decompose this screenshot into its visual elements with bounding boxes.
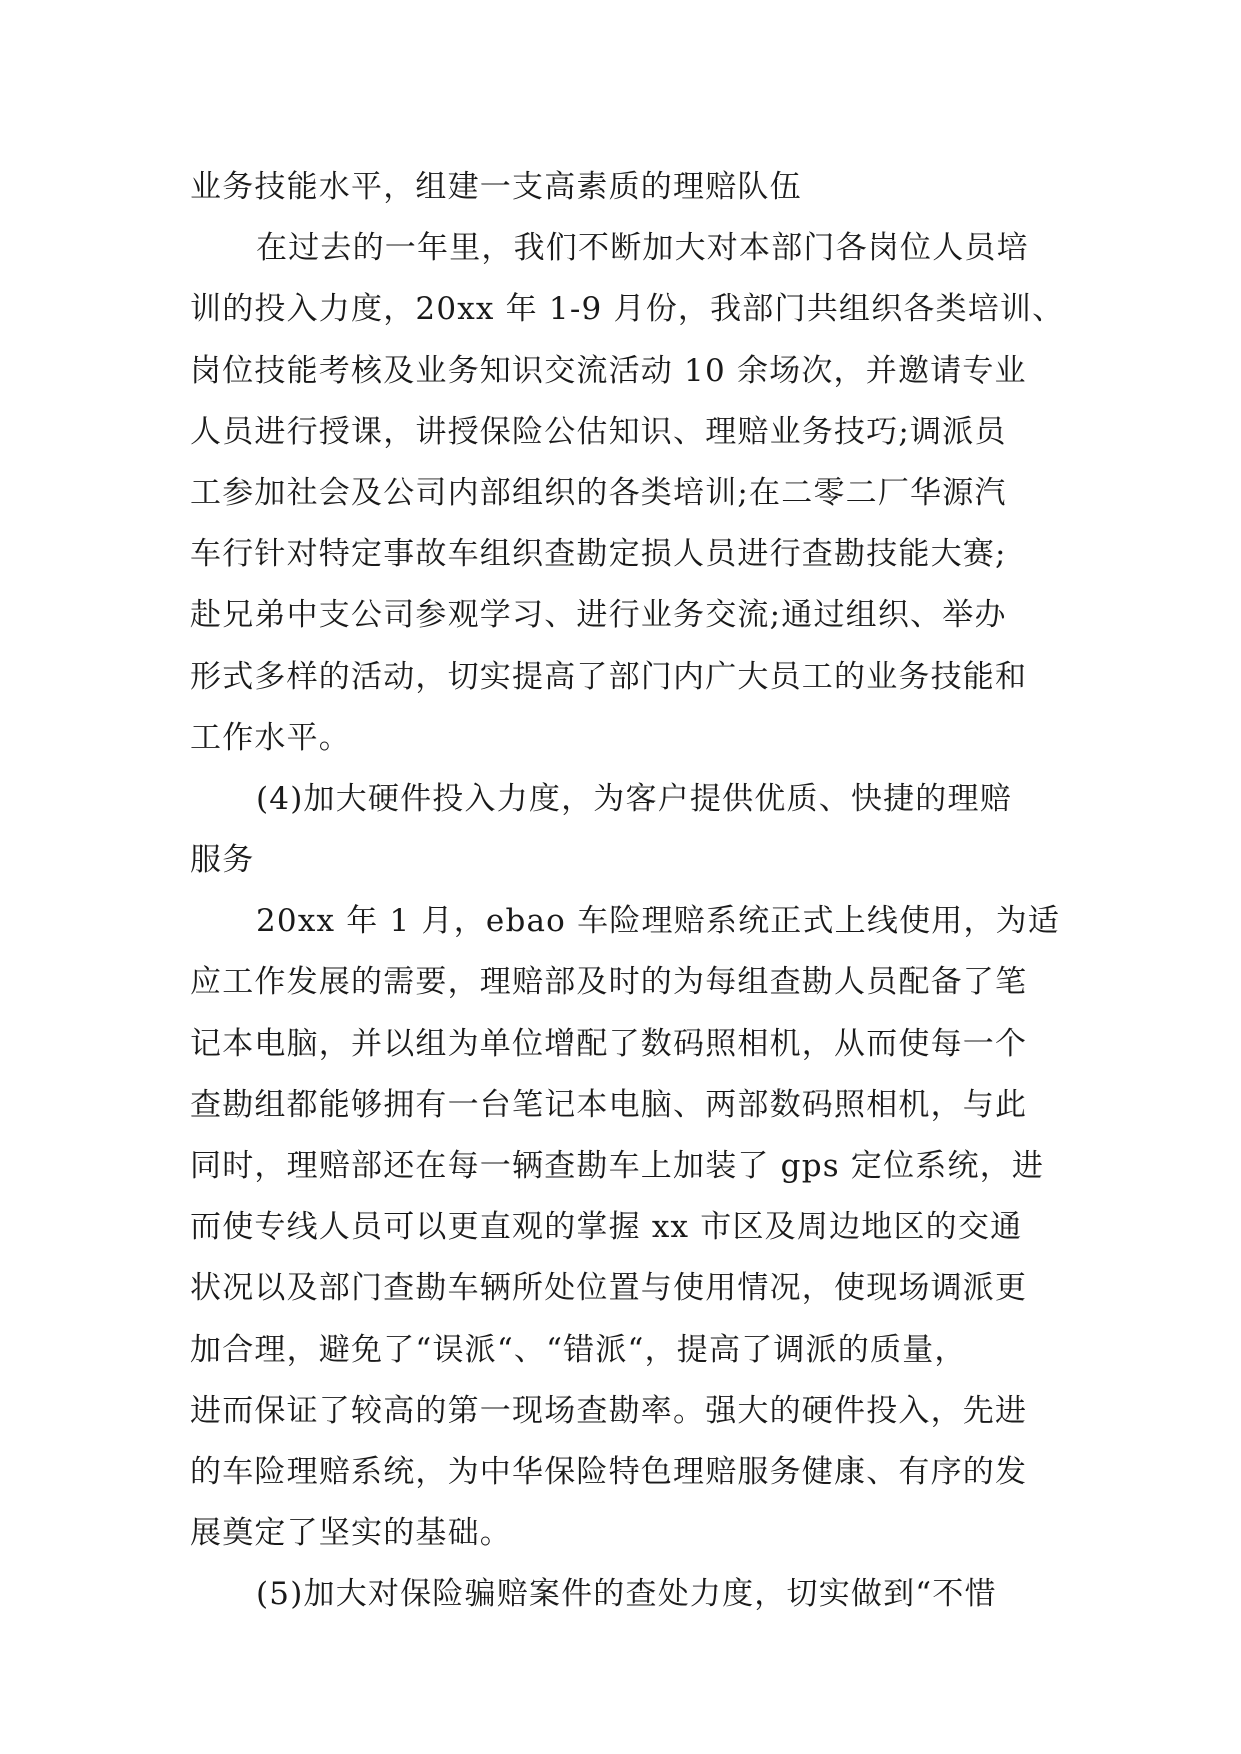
text-line: 赴兄弟中支公司参观学习、进行业务交流;通过组织、举办 bbox=[190, 597, 1007, 634]
text-line: 查勘组都能够拥有一台笔记本电脑、两部数码照相机，与此 bbox=[190, 1086, 1028, 1123]
text-line: 在过去的一年里，我们不断加大对本部门各岗位人员培 bbox=[256, 230, 1029, 267]
text-line: 形式多样的活动，切实提高了部门内广大员工的业务技能和 bbox=[190, 658, 1028, 695]
text-line: 工参加社会及公司内部组织的各类培训;在二零二厂华源汽 bbox=[190, 474, 1007, 511]
section-heading-line: (4)加大硬件投入力度，为客户提供优质、快捷的理赔 bbox=[256, 780, 1012, 817]
text-line: 人员进行授课，讲授保险公估知识、理赔业务技巧;调派员 bbox=[190, 413, 1007, 450]
text-line: 应工作发展的需要，理赔部及时的为每组查勘人员配备了笔 bbox=[190, 964, 1028, 1001]
document-body bbox=[190, 157, 1065, 1626]
text-line: 20xx 年 1 月，ebao 车险理赔系统正式上线使用，为适 bbox=[256, 903, 1061, 940]
text-line: 记本电脑，并以组为单位增配了数码照相机，从而使每一个 bbox=[190, 1025, 1028, 1062]
section-heading-line: (5)加大对保险骗赔案件的查处力度，切实做到“不惜 bbox=[256, 1576, 997, 1613]
text-line: 同时，理赔部还在每一辆查勘车上加装了 gps 定位系统，进 bbox=[190, 1148, 1045, 1184]
section-heading-line: 服务 bbox=[190, 842, 255, 879]
text-line: 岗位技能考核及业务知识交流活动 10 余场次，并邀请专业 bbox=[190, 352, 1027, 389]
text-line: 业务技能水平，组建一支高素质的理赔队伍 bbox=[190, 169, 802, 205]
text-line: 工作水平。 bbox=[190, 719, 351, 756]
text-line: 加合理，避免了“误派“、“错派“，提高了调派的质量， bbox=[190, 1331, 967, 1368]
text-line: 训的投入力度，20xx 年 1-9 月份，我部门共组织各类培训、 bbox=[190, 291, 1065, 328]
text-line: 而使专线人员可以更直观的掌握 xx 市区及周边地区的交通 bbox=[190, 1209, 1023, 1246]
text-line: 状况以及部门查勘车辆所处位置与使用情况，使现场调派更 bbox=[190, 1270, 1028, 1307]
text-line: 车行针对特定事故车组织查勘定损人员进行查勘技能大赛; bbox=[190, 536, 1007, 573]
text-line: 展奠定了坚实的基础。 bbox=[190, 1515, 512, 1552]
text-line: 的车险理赔系统，为中华保险特色理赔服务健康、有序的发 bbox=[190, 1453, 1028, 1490]
text-line: 进而保证了较高的第一现场查勘率。强大的硬件投入，先进 bbox=[190, 1392, 1028, 1429]
